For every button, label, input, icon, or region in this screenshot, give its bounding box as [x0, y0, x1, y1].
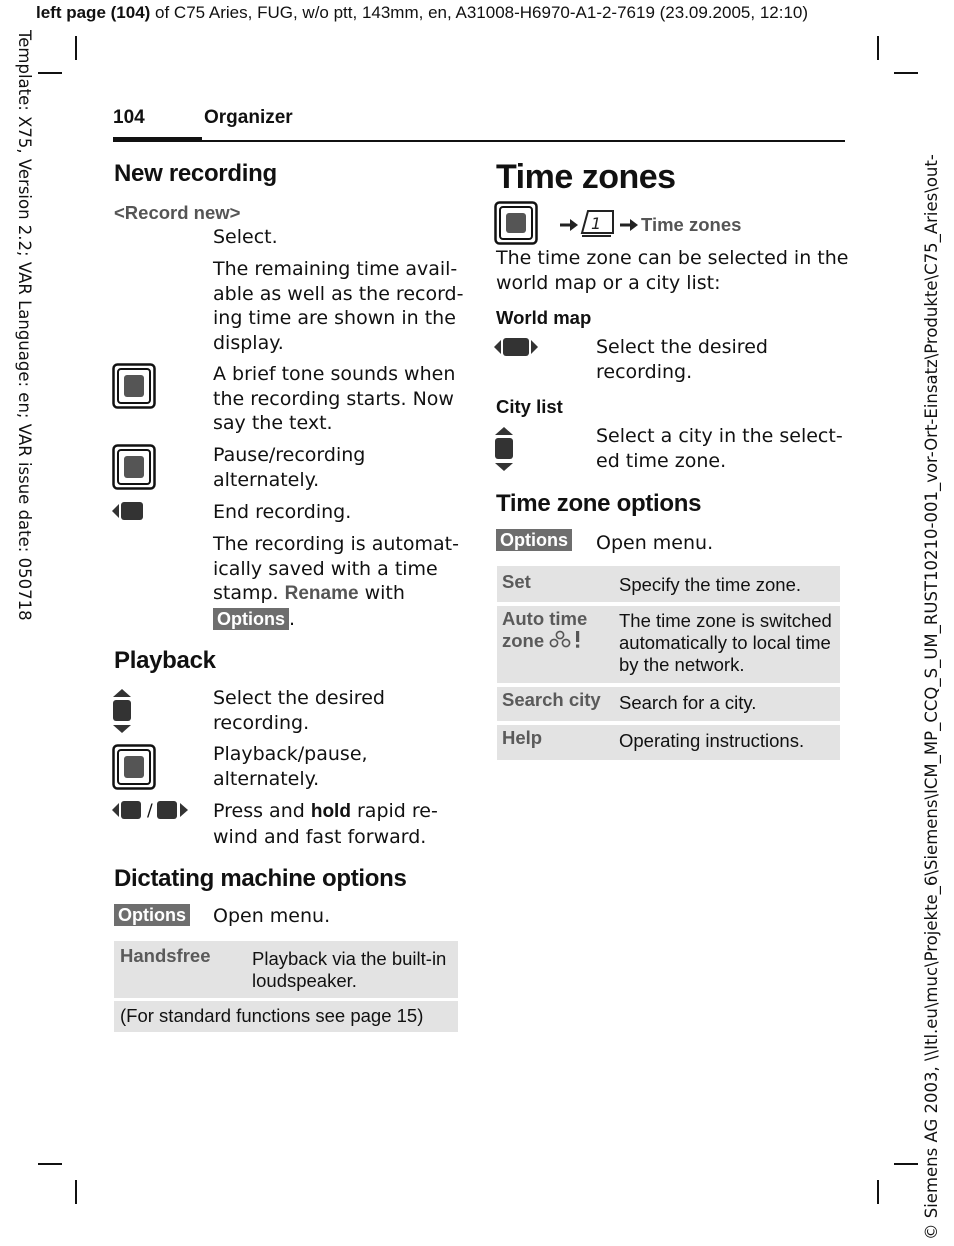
text-select: Select. [213, 226, 278, 248]
heading-new-recording: New recording [114, 160, 277, 187]
text-playback-pause: Playback/pause, alternately. [213, 743, 368, 790]
text-time-zone-intro: The time zone can be selected in the world map or a city list: [496, 247, 849, 294]
heading-world-map: World map [496, 307, 592, 328]
text-end-recording: End recording. [213, 501, 352, 523]
section-title: Organizer [204, 107, 293, 128]
menu-path-time-zones: Time zones [641, 214, 742, 235]
softkey-options[interactable]: Options [496, 529, 572, 551]
nav-left-right-icon [111, 799, 191, 821]
center-key-icon [112, 363, 156, 409]
text-world-map-select: Select the desired recording. [596, 336, 768, 383]
crop-mark [894, 72, 918, 74]
option-value: Playback via the built-in loudspeaker. [252, 948, 447, 991]
heading-playback: Playback [114, 647, 216, 674]
menu-path-arrows [558, 207, 642, 241]
heading-city-list: City list [496, 396, 563, 417]
crop-mark [38, 72, 62, 74]
arrow-right-icon [560, 219, 578, 231]
nav-left-right-icon [493, 336, 539, 358]
text-select-recording: Select the desired recording. [213, 687, 385, 734]
copyright-path-vertical: © Siemens AG 2003, \\Itl.eu\muc\Projekte_6\Siemens\ICM_MP_CCQ_S_UM_RUST10210-001_vor-Ort-Einsatz\Produkte\C75_Aries\out- [922, 154, 941, 1240]
page-number: 104 [113, 107, 145, 128]
text-remaining-time: The remaining time avail- able as well as the record- ing time are shown in the display. [213, 258, 464, 354]
arrow-right-icon [620, 219, 638, 231]
header-rule [113, 140, 845, 142]
crop-mark [75, 1180, 77, 1204]
nav-left-icon [111, 500, 145, 522]
softkey-options[interactable]: Options [114, 904, 190, 926]
organizer-icon [582, 211, 613, 236]
option-value: Search for a city. [619, 692, 757, 713]
crop-mark [894, 1163, 918, 1165]
option-value: The time zone is switched automatically to local time by the network. [619, 610, 832, 675]
network-dependent-icon [549, 630, 585, 650]
option-key: Set [502, 571, 531, 592]
crop-mark [877, 36, 879, 60]
heading-dictating-options: Dictating machine options [114, 865, 407, 892]
center-key-icon [494, 201, 538, 245]
softkey-rename: Rename [284, 583, 359, 604]
heading-time-zones: Time zones [496, 158, 676, 196]
option-value: Operating instructions. [619, 730, 805, 751]
nav-up-down-icon [493, 426, 515, 472]
text-open-menu: Open menu. [596, 532, 714, 554]
option-key: Help [502, 727, 543, 748]
option-key: Handsfree [120, 945, 211, 966]
heading-time-zone-options: Time zone options [496, 490, 702, 517]
template-info-vertical: Template: X75, Version 2.2; VAR Language: en; VAR issue date: 050718 [15, 30, 34, 621]
option-key: Auto time zone [502, 608, 588, 651]
svg-text:1: 1 [591, 214, 602, 233]
text-city-select: Select a city in the select- ed time zone. [596, 425, 843, 472]
print-metadata: left page (104) of C75 Aries, FUG, w/o ptt, 143mm, en, A31008-H6970-A1-2-7619 (23.09.2005, 12:10) [36, 3, 809, 22]
nav-up-down-icon [111, 688, 133, 734]
text-rewind-forward: Press and hold rapid re- wind and fast forward. [213, 800, 438, 848]
softkey-options: Options [213, 608, 289, 630]
option-key: Search city [502, 689, 601, 710]
option-value: Specify the time zone. [619, 574, 802, 595]
svg-text:/: / [147, 801, 153, 821]
crop-mark [38, 1163, 62, 1165]
text-pause-recording: Pause/recording alternately. [213, 444, 366, 491]
crop-mark [75, 36, 77, 60]
footnote-standard-functions: (For standard functions see page 15) [120, 1005, 424, 1026]
menu-path-record-new: <Record new> [114, 202, 241, 223]
text-auto-saved: The recording is automat- ically saved with a time stamp. Rename with Options . [213, 533, 459, 630]
center-key-icon [112, 744, 156, 790]
crop-mark [877, 1180, 879, 1204]
center-key-icon [112, 444, 156, 490]
text-open-menu: Open menu. [213, 905, 331, 927]
text-tone-sounds: A brief tone sounds when the recording starts. Now say the text. [213, 363, 456, 434]
